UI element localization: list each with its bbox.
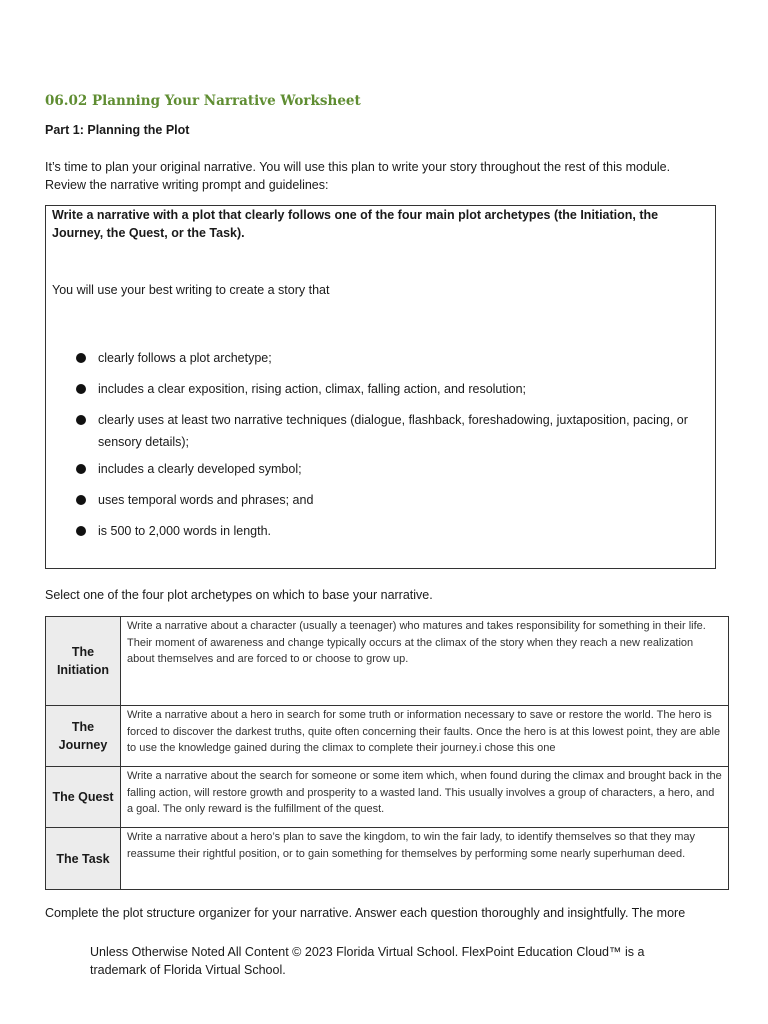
archetype-label: The Journey — [46, 706, 121, 767]
bullet-icon — [76, 464, 86, 474]
guideline-text: clearly follows a plot archetype; — [98, 351, 272, 365]
guideline-item — [74, 409, 694, 458]
archetype-label: The Quest — [46, 767, 121, 828]
archetype-table — [45, 616, 729, 890]
archetype-description: Write a narrative about a hero’s plan to save the kingdom, to win the fair lady, to identify themselves so that they may reassume their rightful position, or to gain something for themselves by performing some nearly superhuman deed. — [121, 828, 729, 890]
guideline-item — [74, 520, 694, 551]
bullet-icon — [76, 526, 86, 536]
guideline-text: includes a clearly developed symbol; — [98, 462, 302, 476]
select-instruction: Select one of the four plot archetypes on which to base your narrative. — [45, 588, 433, 602]
table-row — [46, 828, 729, 890]
intro-paragraph: It’s time to plan your original narrative. You will use this plan to write your story throughout the rest of this module. Review the narrative writing prompt and guidelines: — [45, 160, 671, 192]
bullet-icon — [76, 495, 86, 505]
prompt-heading: Write a narrative with a plot that clearly follows one of the four main plot archetypes (the Initiation, the Journey, the Quest, or the Task). — [52, 208, 659, 240]
organizer-instruction: Complete the plot structure organizer for your narrative. Answer each question thoroughly and insightfully. The more — [45, 906, 686, 920]
worksheet-title: 06.02 Planning Your Narrative Worksheet — [45, 93, 361, 109]
archetype-label: The Task — [46, 828, 121, 890]
guideline-item — [74, 458, 694, 489]
table-row — [46, 767, 729, 828]
prompt-box — [45, 205, 716, 569]
guideline-text: is 500 to 2,000 words in length. — [98, 524, 272, 538]
part-heading: Part 1: Planning the Plot — [45, 123, 190, 137]
bullet-icon — [76, 353, 86, 363]
archetype-description: Write a narrative about a character (usually a teenager) who matures and takes responsibility for something in their life. Their moment of awareness and change typically occurs at the climax of the story when they reach a new realization about themselves and are forced to or choose to grow up. — [121, 617, 729, 706]
guideline-item — [74, 489, 694, 520]
guideline-item — [74, 347, 694, 378]
guideline-text: includes a clear exposition, rising action, climax, falling action, and resolution; — [98, 382, 527, 396]
guideline-text: clearly uses at least two narrative techniques (dialogue, flashback, foreshadowing, juxtaposition, pacing, or sensory details); — [98, 413, 688, 449]
bullet-icon — [76, 384, 86, 394]
table-row — [46, 706, 729, 767]
prompt-lead: You will use your best writing to create a story that — [52, 283, 330, 297]
guideline-text: uses temporal words and phrases; and — [98, 493, 314, 507]
archetype-label: The Initiation — [46, 617, 121, 706]
bullet-icon — [76, 415, 86, 425]
table-row — [46, 617, 729, 706]
copyright-notice: Unless Otherwise Noted All Content © 2023 Florida Virtual School. FlexPoint Education Cloud™ is a trademark of Florida Virtual School. — [90, 945, 645, 977]
guideline-list — [74, 347, 694, 551]
guideline-item — [74, 378, 694, 409]
archetype-description: Write a narrative about the search for someone or some item which, when found during the climax and brought back in the falling action, will restore growth and prosperity to a wasted land. This usually involves a group of characters, a hero, and a goal. The only reward is the fulfillment of the quest. — [121, 767, 729, 828]
archetype-description: Write a narrative about a hero in search for some truth or information necessary to save or restore the world. The hero is forced to discover the darkest truths, quite often concerning their faults. Once the hero is at this lowest point, they are able to use the knowledge gained during the climax to complete their journey.i chose this one — [121, 706, 729, 767]
